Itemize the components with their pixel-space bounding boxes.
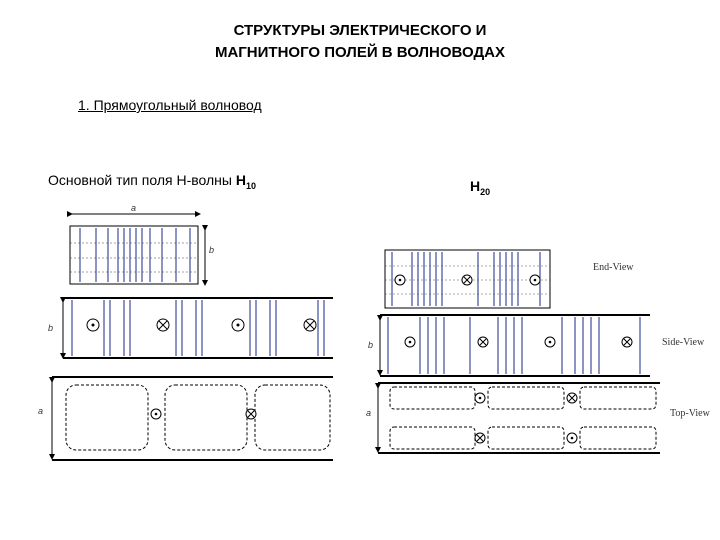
h10-top-view [38,377,333,460]
h10-top-a-label: a [38,406,44,416]
h10-dim-a-label: a [131,203,137,213]
section-subtitle: 1. Прямоугольный волновод [78,97,262,113]
h20-top-view [366,383,711,453]
h10-end-view [70,203,214,284]
h10-mode-letter: Н [235,172,246,188]
h10-mode-index: 10 [245,180,256,191]
title-line-1: СТРУКТУРЫ ЭЛЕКТРИЧЕСКОГО И [233,22,487,39]
h10-side-b-label: b [48,323,54,333]
h10-side-view [48,298,333,358]
h20-side-b-label: b [368,340,374,350]
h20-end-view-label: End-View [593,262,634,273]
h20-side-view-label: Side-View [662,337,705,348]
h20-mode-index: 20 [480,186,491,197]
title-line-2: МАГНИТНОГО ПОЛЕЙ В ВОЛНОВОДАХ [214,44,506,61]
h20-top-view-label: Top-View [670,408,710,419]
h20-top-a-label: a [366,408,372,418]
h20-end-view [385,250,634,308]
h20-mode-letter: H [470,178,481,194]
h20-side-view [368,315,705,376]
h10-caption-text: Основной тип поля Н-волны [48,172,236,188]
h10-dim-b-label: b [209,245,215,255]
